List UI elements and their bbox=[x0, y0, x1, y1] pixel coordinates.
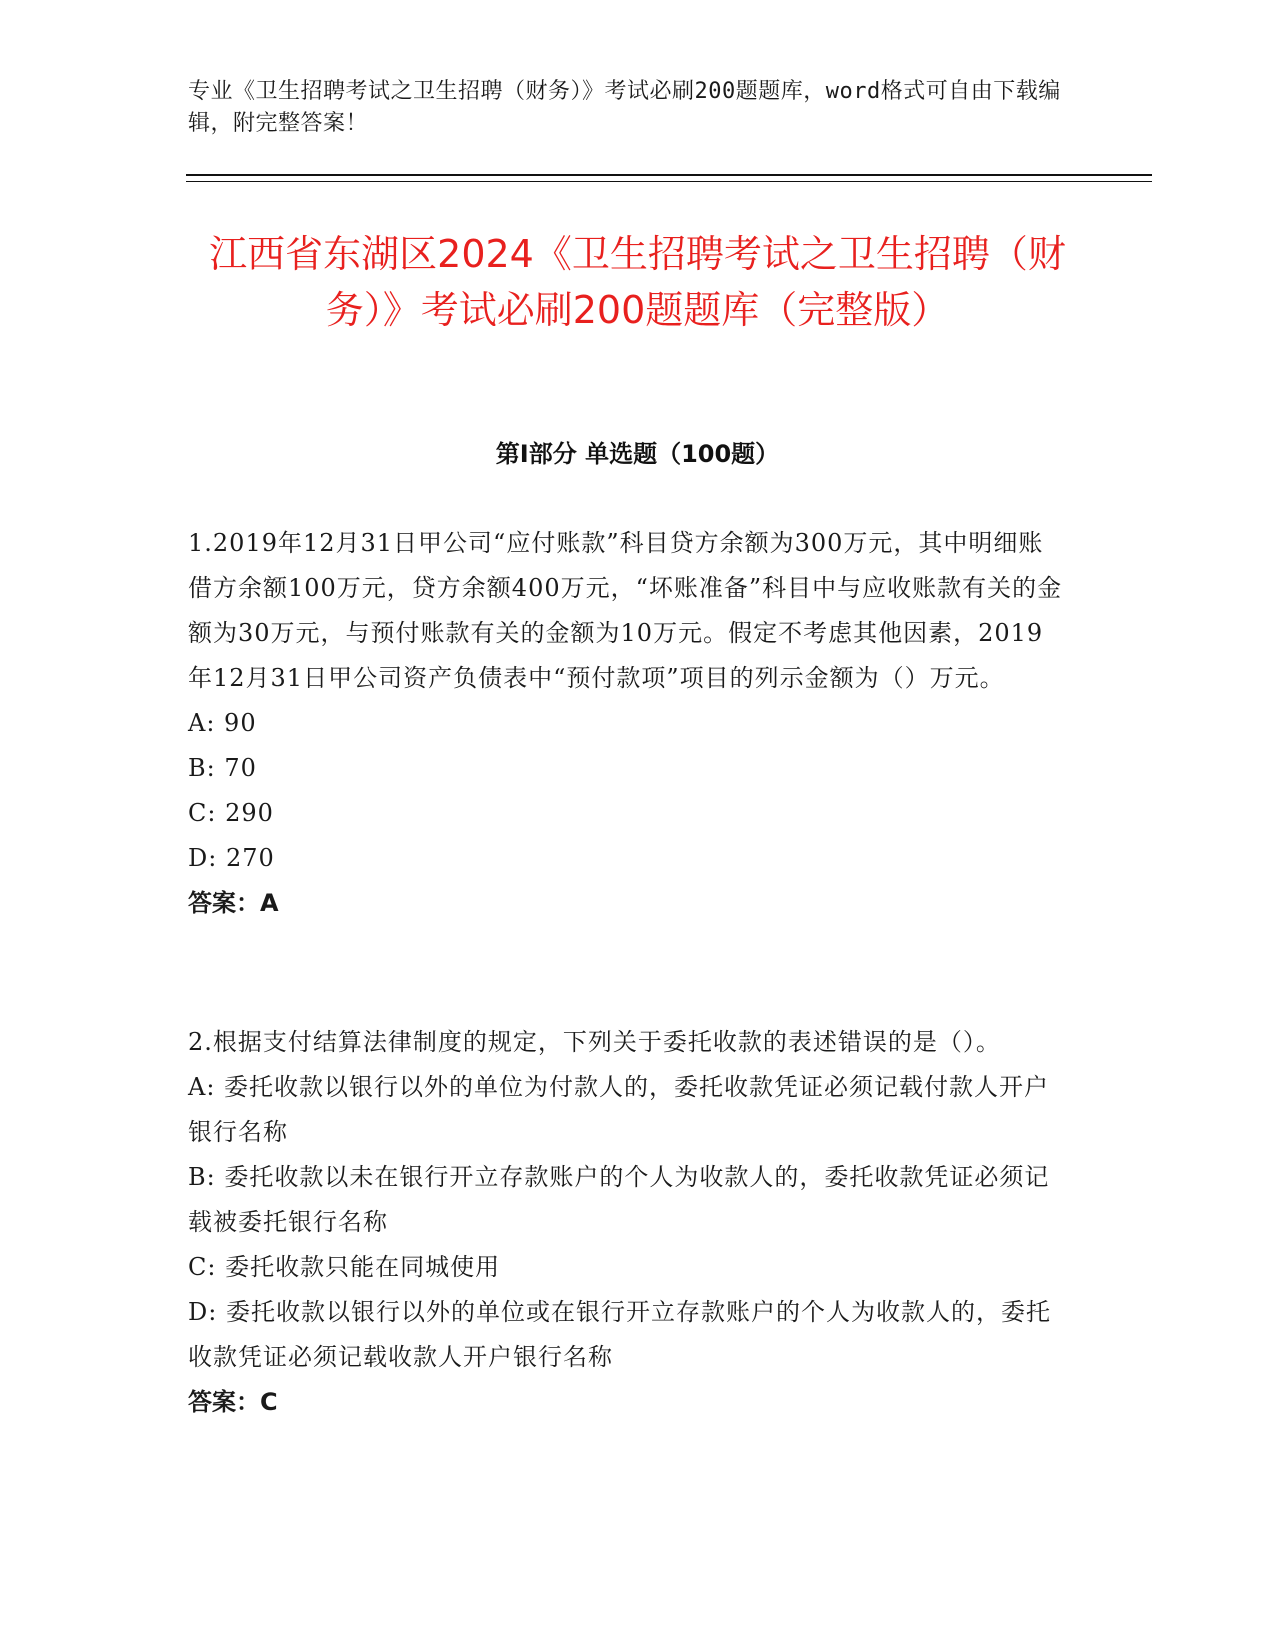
document-title: 江西省东湖区2024《卫生招聘考试之卫生招聘（财务）》考试必刷200题题库（完整版） bbox=[209, 232, 1066, 332]
option-d: D: 270 bbox=[188, 844, 275, 872]
option-d: D: 委托收款以银行以外的单位或在银行开立存款账户的个人为收款人的，委托收款凭证必须记载收款人开户银行名称 bbox=[188, 1298, 1051, 1371]
section-title: 第I部分 单选题（100题） bbox=[495, 440, 780, 468]
question-stem: 1.2019年12月31日甲公司“应付账款”科目贷方余额为300万元，其中明细账借方余额100万元，贷方余额400万元，“坏账准备”科目中与应收账款有关的金额为30万元，与预付账款有关的金额为10万元。假定不考虑其他因素，2019年12月31日甲公司资产负债表中“预付款项”项目的列示金额为（）万元。 bbox=[188, 529, 1063, 692]
answer: 答案：A bbox=[188, 889, 279, 917]
option-b: B: 70 bbox=[188, 754, 257, 782]
option-c: C: 委托收款只能在同城使用 bbox=[188, 1253, 501, 1281]
option-a: A: 委托收款以银行以外的单位为付款人的，委托收款凭证必须记载付款人开户银行名称 bbox=[188, 1073, 1050, 1146]
option-b: B: 委托收款以未在银行开立存款账户的个人为收款人的，委托收款凭证必须记载被委托银行名称 bbox=[188, 1163, 1050, 1236]
header-note: 专业《卫生招聘考试之卫生招聘（财务）》考试必刷200题题库，word格式可自由下载编辑，附完整答案！ bbox=[188, 79, 1061, 136]
header-divider-thin bbox=[186, 181, 1152, 182]
question-1 bbox=[188, 521, 1068, 926]
answer: 答案：C bbox=[188, 1388, 278, 1416]
header-divider-thick bbox=[186, 174, 1152, 176]
option-a: A: 90 bbox=[188, 709, 257, 737]
option-c: C: 290 bbox=[188, 799, 274, 827]
question-2 bbox=[188, 1020, 1068, 1425]
question-stem: 2.根据支付结算法律制度的规定，下列关于委托收款的表述错误的是（）。 bbox=[188, 1028, 1001, 1056]
